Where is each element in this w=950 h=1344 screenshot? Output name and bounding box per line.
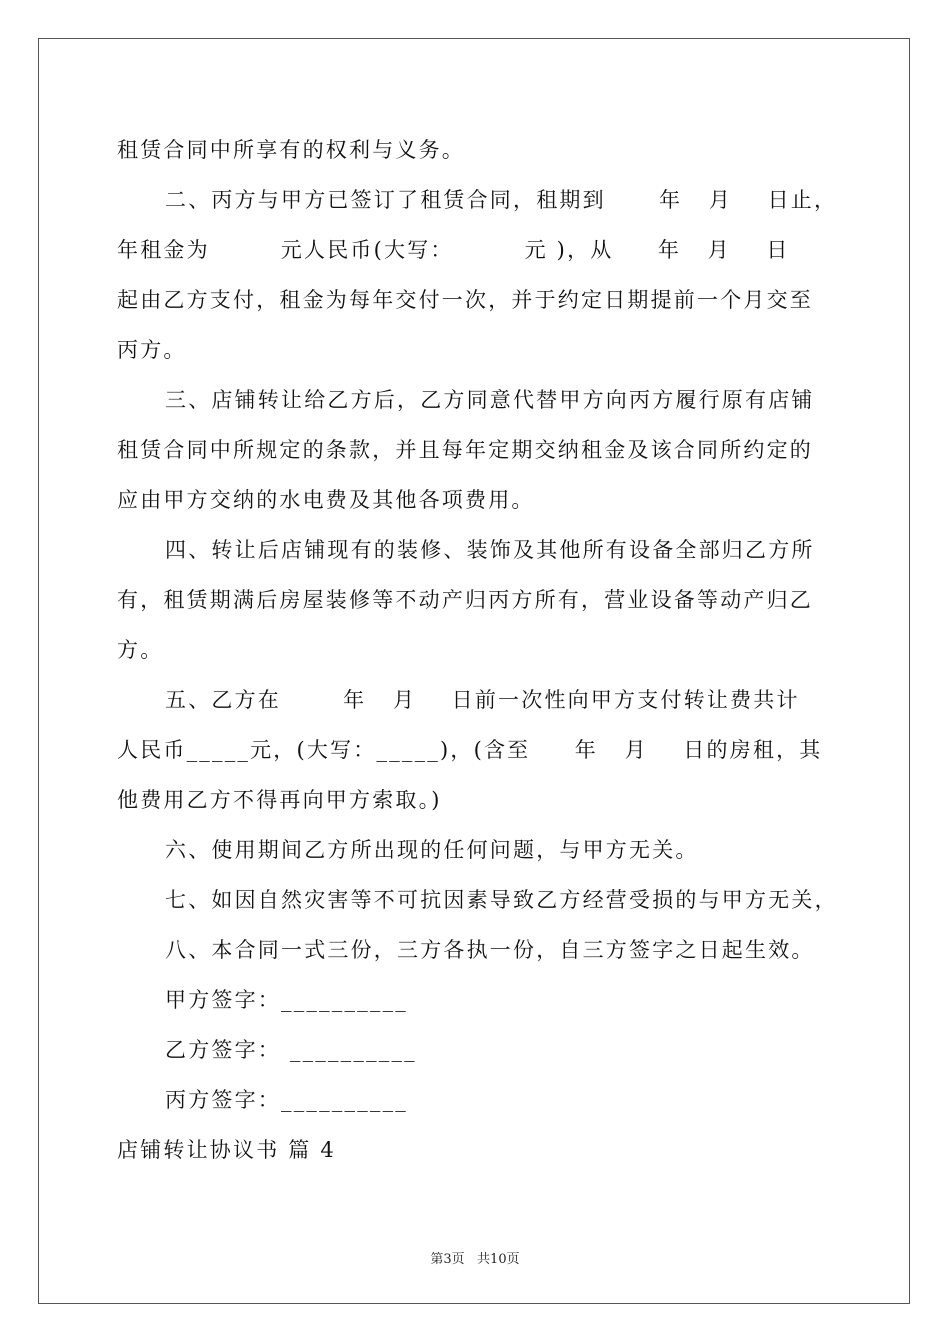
clause-2-line: 二、丙方与甲方已签订了租赁合同，租期到 年 月 日止， xyxy=(165,188,838,212)
clause-5-line: 五、乙方在 年 月 日前一次性向甲方支付转让费共计 xyxy=(165,688,800,712)
clause-4-line: 四、转让后店铺现有的装修、装饰及其他所有设备全部归乙方所 xyxy=(165,538,815,562)
clause-7-line: 七、如因自然灾害等不可抗因素导致乙方经营受损的与甲方无关， xyxy=(165,888,838,912)
paragraph-line: 丙方。 xyxy=(117,338,187,362)
clause-3-line: 三、店铺转让给乙方后，乙方同意代替甲方向丙方履行原有店铺 xyxy=(165,388,815,412)
party-a-signature: 甲方签字：__________ xyxy=(165,988,408,1012)
section-heading: 店铺转让协议书 篇 4 xyxy=(117,1138,336,1162)
paragraph-line: 起由乙方支付，租金为每年交付一次，并于约定日期提前一个月交至 xyxy=(117,288,813,312)
clause-6-line: 六、使用期间乙方所出现的任何问题，与甲方无关。 xyxy=(165,838,699,862)
paragraph-line: 他费用乙方不得再向甲方索取。) xyxy=(117,788,442,812)
paragraph-line: 年租金为 元人民币(大写： 元 )，从 年 月 日 xyxy=(117,238,790,262)
paragraph-line: 人民币_____元，(大写：_____)，(含至 年 月 日的房租，其 xyxy=(117,738,823,762)
paragraph-line: 应由甲方交纳的水电费及其他各项费用。 xyxy=(117,488,535,512)
paragraph-line: 有，租赁期满后房屋装修等不动产归丙方所有，营业设备等动产归乙 xyxy=(117,588,813,612)
paragraph-line: 租赁合同中所规定的条款，并且每年定期交纳租金及该合同所约定的 xyxy=(117,438,813,462)
clause-8-line: 八、本合同一式三份，三方各执一份，自三方签字之日起生效。 xyxy=(165,938,815,962)
paragraph-line: 方。 xyxy=(117,638,164,662)
page-border xyxy=(38,38,910,1304)
page-number-footer: 第3页 共10页 xyxy=(430,1252,520,1267)
paragraph-line: 租赁合同中所享有的权利与义务。 xyxy=(117,138,465,162)
party-c-signature: 丙方签字：__________ xyxy=(165,1088,408,1112)
party-b-signature: 乙方签字： __________ xyxy=(165,1038,417,1062)
